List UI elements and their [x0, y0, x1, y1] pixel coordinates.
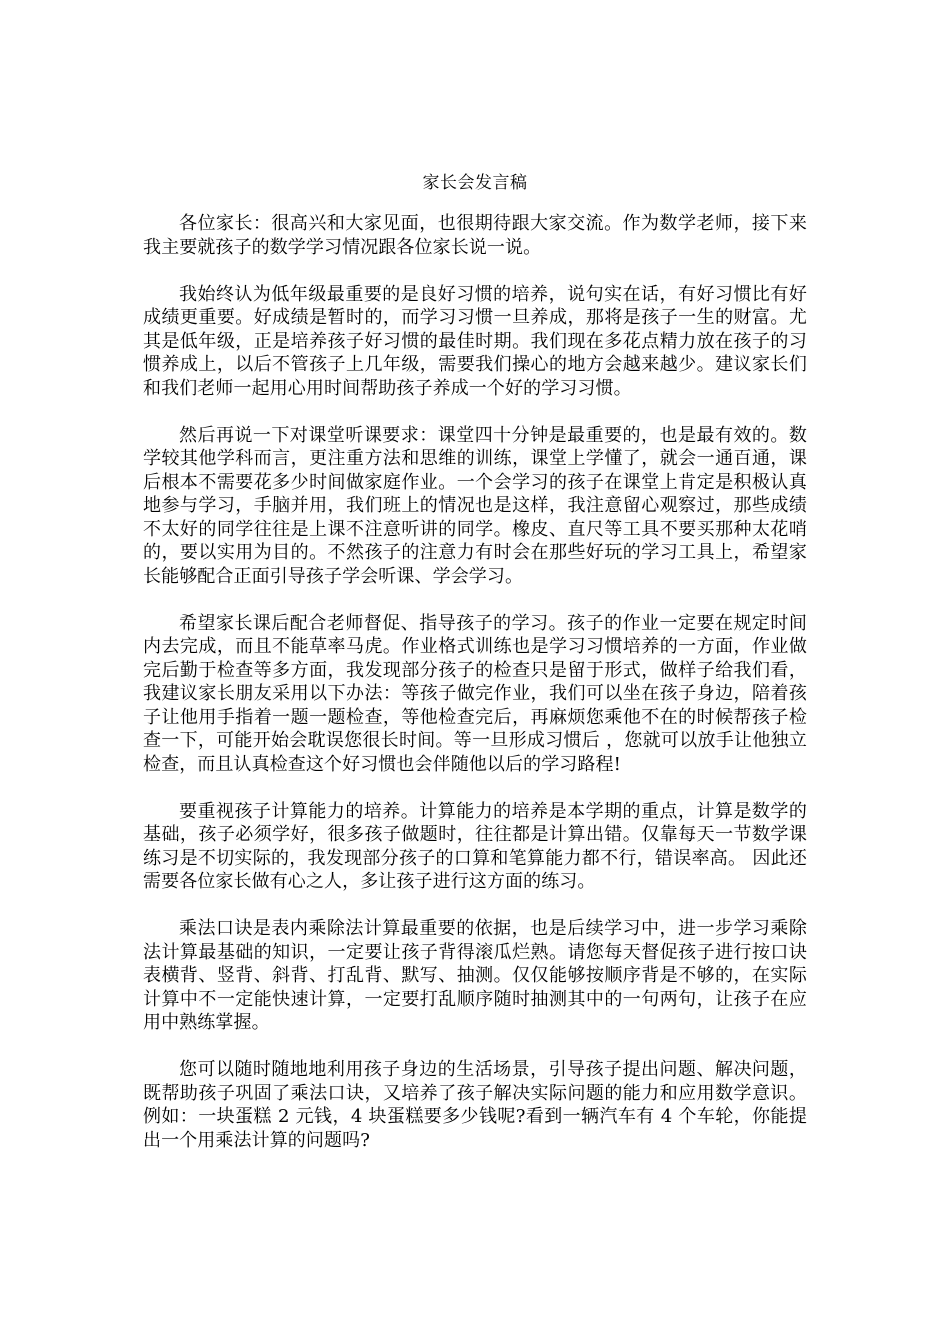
paragraph-greeting: 各位家长：很高兴和大家见面，也很期待跟大家交流。作为数学老师，接下来我主要就孩子的数学学习情况跟各位家长说一说。	[143, 213, 807, 258]
paragraph-classroom: 然后再说一下对课堂听课要求：课堂四十分钟是最重要的，也是最有效的。数学较其他学科而言，更注重方法和思维的训练，课堂上学懂了，就会一通百通，课后根本不需要花多少时间做家庭作业。一个会学习的孩子在课堂上肯定是积极认真地参与学习，手脑并用，我们班上的情况也是这样，我注意留心观察过，那些成绩不太好的同学往往是上课不注意听讲的同学。橡皮、直尺等工具不要买那种太花哨的，要以实用为目的。不然孩子的注意力有时会在那些好玩的学习工具上，希望家长能够配合正面引导孩子学会听课、学会学习。	[143, 424, 807, 587]
document-body	[143, 212, 807, 1176]
paragraph-multiplication-table: 乘法口诀是表内乘除法计算最重要的依据，也是后续学习中，进一步学习乘除法计算最基础的知识，一定要让孩子背得滚瓜烂熟。请您每天督促孩子进行按口诀表横背、竖背、斜背、打乱背、默写、抽测。仅仅能够按顺序背是不够的，在实际计算中不一定能快速计算，一定要打乱顺序随时抽测其中的一句两句，让孩子在应用中熟练掌握。	[143, 918, 807, 1033]
document-title: 家长会发言稿	[422, 173, 528, 193]
paragraph-homework: 希望家长课后配合老师督促、指导孩子的学习。孩子的作业一定要在规定时间内去完成，而且不能草率马虎。作业格式训练也是学习习惯培养的一方面，作业做完后勤于检查等多方面，我发现部分孩子的检查只是留于形式，做样子给我们看，我建议家长朋友采用以下办法：等孩子做完作业，我们可以坐在孩子身边，陪着孩子让他用手指着一题一题检查，等他检查完后，再麻烦您乘他不在的时候帮孩子检查一下，可能开始会耽误您很长时间。等一旦形成习惯后 ，您就可以放手让他独立检查，而且认真检查这个好习惯也会伴随他以后的学习路程!	[143, 612, 807, 775]
paragraph-habits: 我始终认为低年级最重要的是良好习惯的培养，说句实在话，有好习惯比有好成绩更重要。好成绩是暂时的，而学习习惯一旦养成，那将是孩子一生的财富。尤其是低年级，正是培养孩子好习惯的最佳时期。我们现在多花点精力放在孩子的习惯养成上，以后不管孩子上几年级，需要我们操心的地方会越来越少。建议家长们和我们老师一起用心用时间帮助孩子养成一个好的学习习惯。	[143, 283, 807, 399]
paragraph-calculation: 要重视孩子计算能力的培养。计算能力的培养是本学期的重点，计算是数学的基础，孩子必须学好，很多孩子做题时，往往都是计算出错。仅靠每天一节数学课练习是不切实际的，我发现部分孩子的口算和笔算能力都不行，错误率高。 因此还需要各位家长做有心之人，多让孩子进行这方面的练习。	[143, 800, 807, 892]
paragraph-daily-life: 您可以随时随地地利用孩子身边的生活场景，引导孩子提出问题、解决问题，既帮助孩子巩固了乘法口诀，又培养了孩子解决实际问题的能力和应用数学意识。例如：一块蛋糕 2 元钱，4 块蛋糕要多少钱呢?看到一辆汽车有 4 个车轮，你能提出一个用乘法计算的问题吗?	[143, 1059, 807, 1151]
